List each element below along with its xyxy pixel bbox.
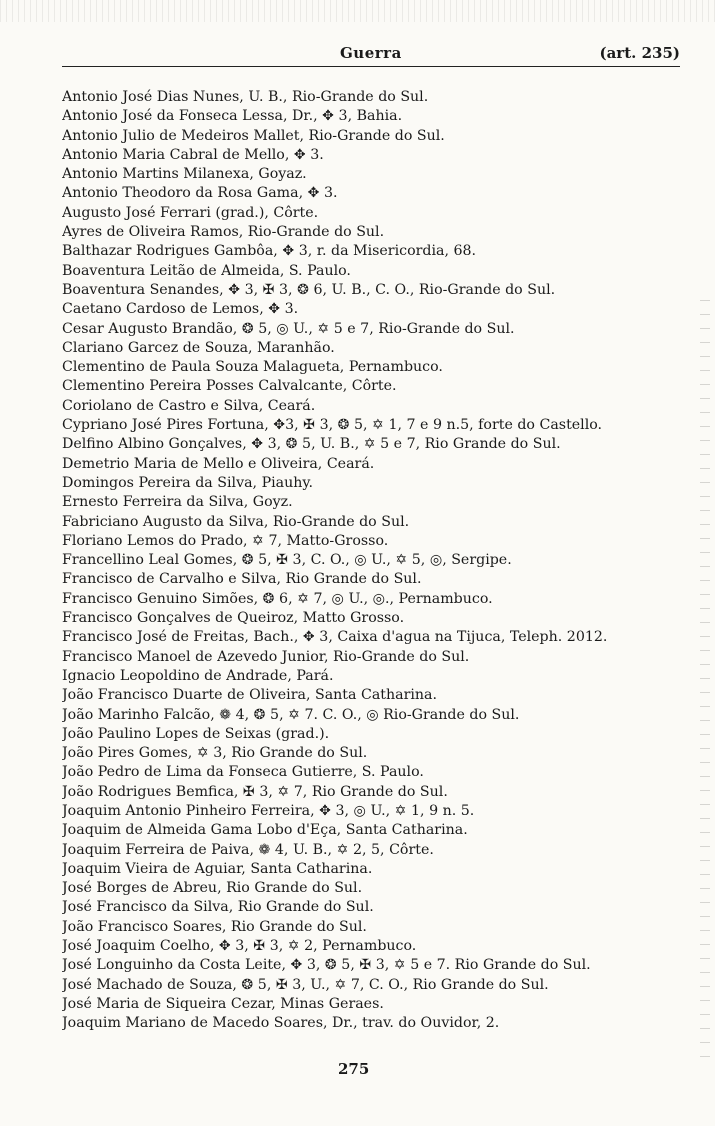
list-item: João Paulino Lopes de Seixas (grad.).	[62, 725, 330, 742]
scan-edge-noise	[700, 300, 710, 1060]
list-item: Antonio José Dias Nunes, U. B., Rio-Grande do Sul.	[62, 89, 429, 105]
list-item: Antonio José da Fonseca Lessa, Dr., ✥ 3, Bahia.	[62, 108, 403, 125]
list-item: Antonio Maria Cabral de Mello, ✥ 3.	[62, 146, 324, 163]
page-number: 275	[338, 1060, 370, 1078]
list-item: Francisco Gonçalves de Queiroz, Matto Grosso.	[62, 610, 405, 627]
list-item: Joaquim Antonio Pinheiro Ferreira, ✥ 3, ◎ U., ✡ 1, 9 n. 5.	[62, 802, 475, 819]
header-rule	[62, 66, 680, 67]
list-item: Francisco Manoel de Azevedo Junior, Rio-Grande do Sul.	[62, 648, 470, 665]
running-title: Guerra	[340, 44, 402, 62]
list-item: José Machado de Souza, ❂ 5, ✠ 3, U., ✡ 7, C. O., Rio Grande do Sul.	[62, 976, 549, 993]
list-item: João Pedro de Lima da Fonseca Gutierre, S. Paulo.	[62, 764, 424, 781]
page-header	[62, 44, 680, 70]
article-reference: (art. 235)	[599, 44, 680, 62]
list-item: Francisco Genuino Simões, ❂ 6, ✡ 7, ◎ U., ◎., Pernambuco.	[62, 590, 493, 607]
list-item: João Francisco Soares, Rio Grande do Sul.	[62, 918, 367, 935]
list-item: João Rodrigues Bemfica, ✠ 3, ✡ 7, Rio Grande do Sul.	[62, 783, 448, 800]
list-item: Joaquim Mariano de Macedo Soares, Dr., trav. do Ouvidor, 2.	[62, 1015, 500, 1032]
list-item: Caetano Cardoso de Lemos, ✥ 3.	[62, 301, 299, 318]
list-item: Cesar Augusto Brandão, ❂ 5, ◎ U., ✡ 5 e 7, Rio-Grande do Sul.	[62, 320, 515, 337]
list-item: Boaventura Leitão de Almeida, S. Paulo.	[62, 262, 351, 279]
list-item: Domingos Pereira da Silva, Piauhy.	[62, 474, 314, 491]
list-item: João Francisco Duarte de Oliveira, Santa Catharina.	[62, 687, 438, 704]
officer-list	[62, 88, 702, 1034]
list-item: Boaventura Senandes, ✥ 3, ✠ 3, ❂ 6, U. B., C. O., Rio-Grande do Sul.	[62, 281, 556, 298]
list-item: Delfino Albino Gonçalves, ✥ 3, ❂ 5, U. B., ✡ 5 e 7, Rio Grande do Sul.	[62, 436, 561, 453]
list-item: Francisco de Carvalho e Silva, Rio Grande do Sul.	[62, 571, 422, 588]
list-item: Demetrio Maria de Mello e Oliveira, Ceará.	[62, 455, 375, 472]
list-item: Floriano Lemos do Prado, ✡ 7, Matto-Grosso.	[62, 532, 389, 549]
list-item: Joaquim Ferreira de Paiva, ❁ 4, U. B., ✡ 2, 5, Côrte.	[62, 841, 434, 858]
list-item: Joaquim de Almeida Gama Lobo d'Eça, Santa Catharina.	[62, 822, 468, 839]
list-item: Augusto José Ferrari (grad.), Côrte.	[62, 204, 319, 221]
list-item: Antonio Theodoro da Rosa Gama, ✥ 3.	[62, 185, 338, 202]
list-item: Coriolano de Castro e Silva, Ceará.	[62, 397, 316, 414]
list-item: José Borges de Abreu, Rio Grande do Sul.	[62, 880, 363, 897]
list-item: Francisco José de Freitas, Bach., ✥ 3, Caixa d'agua na Tijuca, Teleph. 2012.	[62, 629, 608, 646]
list-item: Balthazar Rodrigues Gambôa, ✥ 3, r. da Misericordia, 68.	[62, 243, 477, 260]
list-item: Clementino Pereira Posses Calvalcante, Côrte.	[62, 378, 397, 395]
list-item: Joaquim Vieira de Aguiar, Santa Catharina.	[62, 860, 373, 877]
list-item: José Joaquim Coelho, ✥ 3, ✠ 3, ✡ 2, Pernambuco.	[62, 938, 417, 955]
list-item: José Francisco da Silva, Rio Grande do Sul.	[62, 899, 374, 916]
list-item: Francellino Leal Gomes, ❂ 5, ✠ 3, C. O., ◎ U., ✡ 5, ◎, Sergipe.	[62, 552, 512, 569]
list-item: João Marinho Falcão, ❁ 4, ❂ 5, ✡ 7. C. O., ◎ Rio-Grande do Sul.	[62, 706, 520, 723]
list-item: Antonio Martins Milanexa, Goyaz.	[62, 166, 307, 183]
list-item: Cypriano José Pires Fortuna, ✥3, ✠ 3, ❂ 5, ✡ 1, 7 e 9 n.5, forte do Castello.	[62, 417, 603, 434]
list-item: Ayres de Oliveira Ramos, Rio-Grande do Sul.	[62, 224, 385, 241]
list-item: Fabriciano Augusto da Silva, Rio-Grande do Sul.	[62, 513, 410, 530]
scan-noise	[0, 0, 715, 22]
list-item: Ernesto Ferreira da Silva, Goyz.	[62, 494, 293, 511]
list-item: Clariano Garcez de Souza, Maranhão.	[62, 339, 335, 356]
list-item: Antonio Julio de Medeiros Mallet, Rio-Grande do Sul.	[62, 127, 445, 144]
list-item: Clementino de Paula Souza Malagueta, Pernambuco.	[62, 359, 443, 376]
list-item: Ignacio Leopoldino de Andrade, Pará.	[62, 667, 334, 684]
list-item: José Maria de Siqueira Cezar, Minas Geraes.	[62, 995, 384, 1012]
list-item: João Pires Gomes, ✡ 3, Rio Grande do Sul.	[62, 745, 368, 762]
list-item: José Longuinho da Costa Leite, ✥ 3, ❂ 5, ✠ 3, ✡ 5 e 7. Rio Grande do Sul.	[62, 957, 591, 974]
